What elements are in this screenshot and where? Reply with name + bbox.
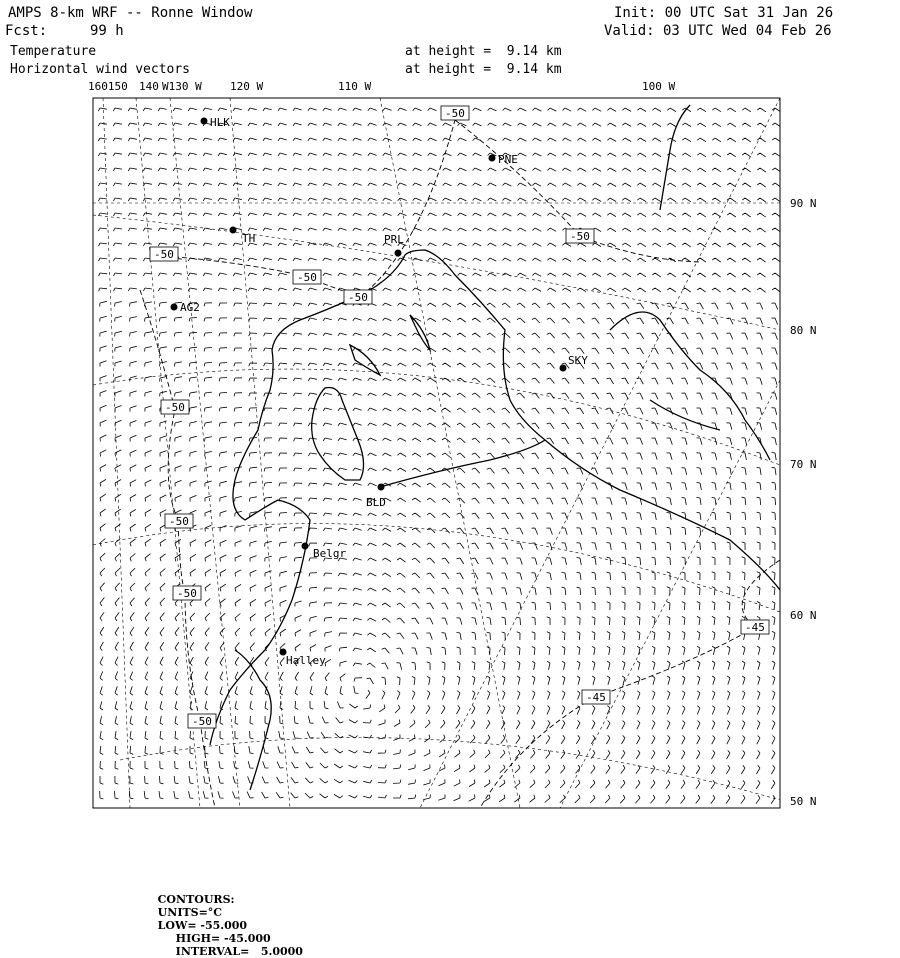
contour-labels: [150, 106, 769, 728]
svg-text:PRL: PRL: [384, 233, 404, 246]
contour-label: [173, 586, 201, 600]
svg-text:-50: -50: [165, 401, 185, 414]
south-shetland: [660, 105, 690, 210]
footer-contours: CONTOURS:: [157, 893, 235, 906]
forecast-hours: 99 h: [90, 23, 124, 39]
svg-text:-45: -45: [586, 691, 606, 704]
contour-label: [741, 620, 769, 634]
svg-text:SKY: SKY: [568, 354, 588, 367]
latitude-labels: [790, 197, 817, 808]
footer-units: UNITS=°C: [157, 906, 223, 919]
lon-label-110w: 110 W: [338, 80, 372, 93]
station-prl: [384, 233, 404, 257]
field-wind: Horizontal wind vectors: [10, 62, 191, 77]
contour-label: [344, 290, 372, 304]
contour-minus50-b: [360, 120, 455, 297]
svg-text:AG2: AG2: [180, 301, 200, 314]
contour-minus50-d: [140, 290, 215, 808]
meridian-110w: [380, 98, 520, 808]
svg-text:-50: -50: [570, 230, 590, 243]
lat-label-60n: 60 N: [790, 609, 817, 622]
parallel-50n: [120, 738, 780, 801]
forecast-label: Fcst:: [5, 23, 48, 39]
inner-shelf-b: [350, 345, 380, 375]
parallel-70n: [93, 369, 780, 465]
berkner-island: [312, 388, 364, 481]
station-bld: [366, 484, 386, 510]
station-sky: [560, 354, 589, 372]
lon-label-100w: 100 W: [642, 80, 676, 93]
station-hlk: [201, 116, 231, 129]
weddell-shore: [235, 650, 271, 790]
valid-time: Valid: 03 UTC Wed 04 Feb 26: [604, 23, 832, 39]
footer-high: HIGH= -45.000: [175, 932, 271, 945]
svg-text:-50: -50: [348, 291, 368, 304]
init-time: Init: 00 UTC Sat 31 Jan 26: [614, 5, 834, 21]
wind-barb-field: [98, 108, 781, 804]
svg-text:TH: TH: [242, 232, 256, 245]
station-ag2: [171, 301, 200, 314]
contour-label: [165, 514, 193, 528]
map-title: AMPS 8-km WRF -- Ronne Window: [8, 5, 253, 21]
lat-label-80n: 80 N: [790, 324, 817, 337]
contour-label: [293, 270, 321, 284]
station-th: [230, 227, 256, 246]
svg-text:-45: -45: [745, 621, 765, 634]
svg-text:-50: -50: [169, 515, 189, 528]
lat-label-90n: 90 N: [790, 197, 817, 210]
lon-label-130w: W130 W: [162, 80, 202, 93]
svg-text:-50: -50: [445, 107, 465, 120]
svg-text:PNE: PNE: [498, 153, 518, 166]
ronne-ice-shelf: [380, 250, 545, 487]
coastlines: [210, 105, 780, 790]
field-wind-height: at height = 9.14 km: [405, 62, 562, 77]
svg-text:-50: -50: [154, 248, 174, 261]
contour-footer: [150, 880, 309, 958]
contour-label: [188, 714, 216, 728]
contour-label: [582, 690, 610, 704]
peninsula-islands: [610, 312, 770, 460]
field-temperature: Temperature: [10, 44, 97, 59]
contour-label: [161, 400, 189, 414]
lon-label-120w: 120 W: [230, 80, 264, 93]
longitude-labels: [88, 80, 675, 93]
svg-text:-50: -50: [297, 271, 317, 284]
wind-vectors: [98, 108, 781, 804]
station-halley: [280, 649, 327, 668]
meridian-90w: [560, 380, 780, 808]
contour-minus45-a: [480, 560, 780, 808]
svg-text:Belgr: Belgr: [313, 547, 347, 560]
lat-label-70n: 70 N: [790, 458, 817, 471]
svg-text:-50: -50: [177, 587, 197, 600]
contour-label: [441, 106, 469, 120]
field-temperature-height: at height = 9.14 km: [405, 44, 562, 59]
contour-minus50-a: [150, 255, 360, 297]
lon-label-160w: 160150: [88, 80, 128, 93]
lat-label-50n: 50 N: [790, 795, 817, 808]
meridian-130w: [170, 98, 240, 808]
contour-label: [566, 229, 594, 243]
svg-text:HLK: HLK: [210, 116, 230, 129]
footer-low: LOW= -55.000: [157, 919, 248, 932]
lon-label-140w: 140: [139, 80, 159, 93]
antarctic-peninsula: [545, 440, 780, 590]
svg-text:-50: -50: [192, 715, 212, 728]
svg-text:BLD: BLD: [366, 496, 386, 509]
svg-text:Halley: Halley: [286, 654, 326, 667]
contour-label: [150, 247, 178, 261]
station-pne: [489, 153, 518, 166]
footer-interval: INTERVAL= 5.0000: [175, 945, 303, 958]
